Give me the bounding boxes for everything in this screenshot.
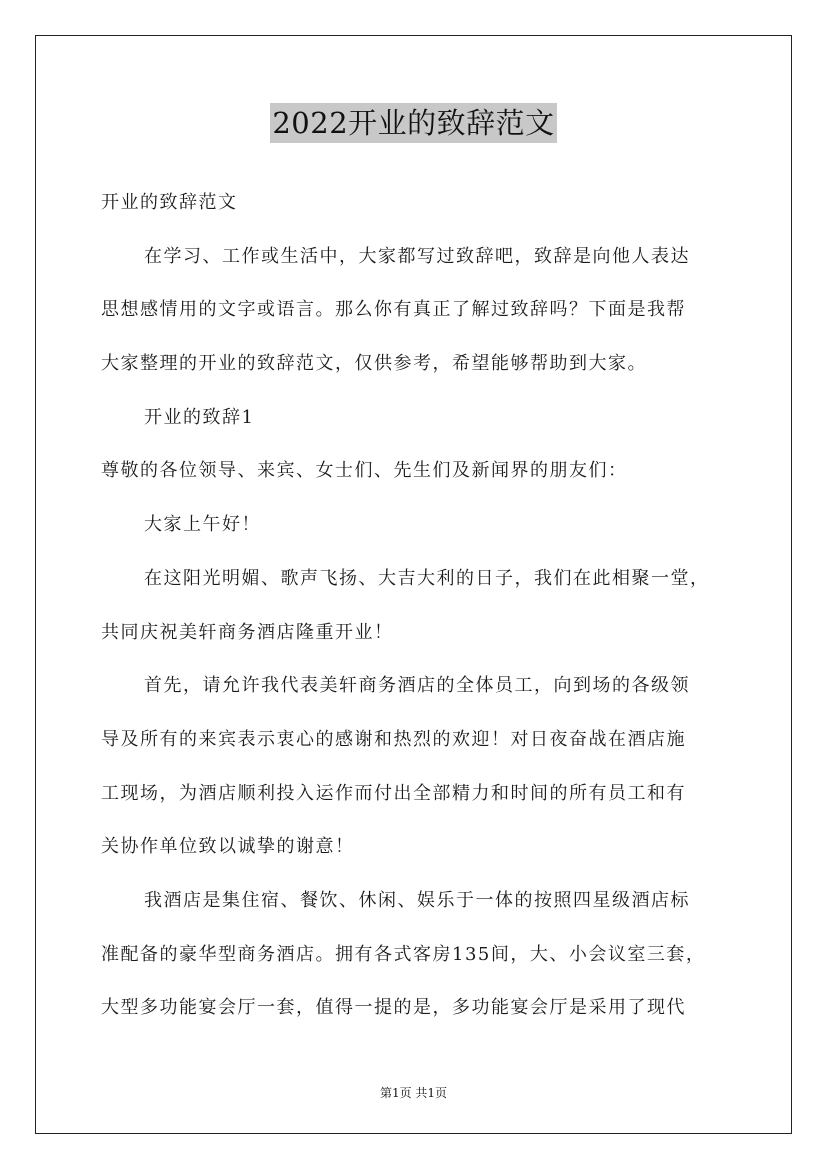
text-line: 工现场，为酒店顺利投入运作而付出全部精力和时间的所有员工和有 [101, 782, 686, 804]
text-line: 大家整理的开业的致辞范文，仅供参考，希望能够帮助到大家。 [101, 353, 647, 375]
text-line: 共同庆祝美轩商务酒店隆重开业！ [101, 621, 394, 643]
text-line: 我酒店是集住宿、餐饮、休闲、娱乐于一体的按照四星级酒店标 [144, 889, 690, 911]
text-line: 在这阳光明媚、歌声飞扬、大吉大利的日子，我们在此相聚一堂， [144, 567, 710, 589]
title-container [0, 103, 827, 143]
text-line: 关协作单位致以诚挚的谢意！ [101, 836, 355, 858]
text-line: 大型多功能宴会厅一套，值得一提的是，多功能宴会厅是采用了现代 [101, 997, 686, 1019]
page-footer: 第1页 共1页 [379, 1086, 448, 1100]
text-line: 准配备的豪华型商务酒店。拥有各式客房135间，大、小会议室三套， [101, 943, 706, 965]
document-body [101, 176, 741, 1035]
text-line: 在学习、工作或生活中，大家都写过致辞吧，致辞是向他人表达 [144, 245, 690, 267]
text-line: 开业的致辞范文 [101, 192, 238, 213]
text-line: 大家上午好！ [144, 514, 261, 536]
text-line: 首先，请允许我代表美轩商务酒店的全体员工，向到场的各级领 [144, 675, 690, 697]
text-line: 导及所有的来宾表示衷心的感谢和热烈的欢迎！对日夜奋战在酒店施 [101, 728, 686, 750]
text-line: 思想感情用的文字或语言。那么你有真正了解过致辞吗？下面是我帮 [101, 299, 686, 321]
document-title: 2022开业的致辞范文 [270, 103, 556, 143]
text-line: 尊敬的各位领导、来宾、女士们、先生们及新闻界的朋友们： [101, 460, 628, 482]
text-line: 开业的致辞1 [144, 406, 255, 428]
